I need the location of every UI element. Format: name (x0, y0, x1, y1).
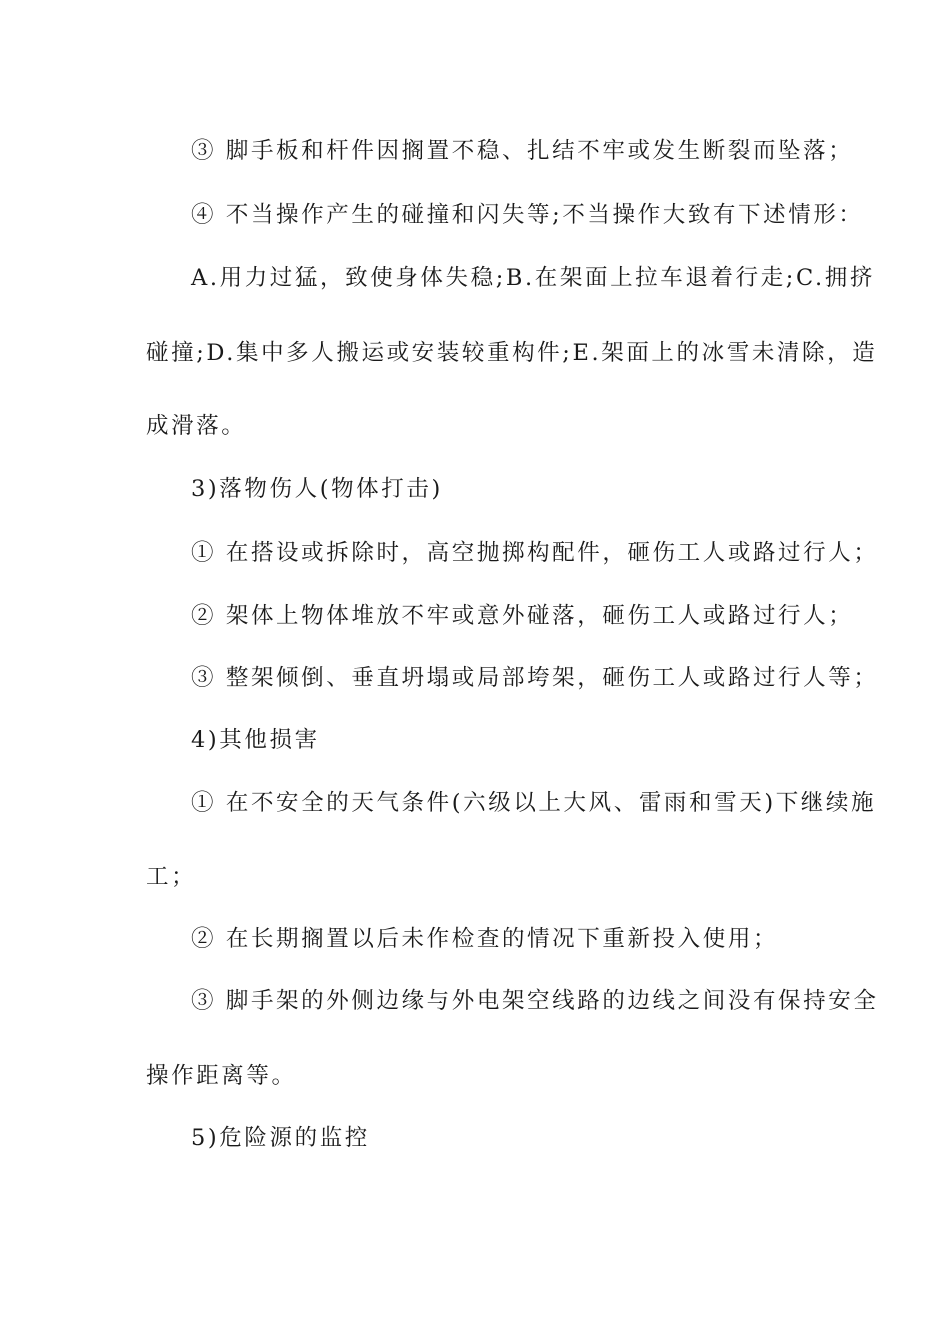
section-heading: 4)其他损害 (191, 727, 320, 753)
paragraph-line: ② 在长期搁置以后未作检查的情况下重新投入使用； (191, 926, 779, 952)
paragraph-line: 碰撞;D.集中多人搬运或安装较重构件;E.架面上的冰雪未清除，造 (146, 340, 878, 366)
paragraph-line: ④ 不当操作产生的碰撞和闪失等;不当操作大致有下述情形： (191, 202, 864, 228)
paragraph-line: ② 架体上物体堆放不牢或意外碰落，砸伤工人或路过行人； (191, 603, 854, 629)
section-heading: 5)危险源的监控 (191, 1125, 370, 1151)
paragraph-line: 成滑落。 (146, 413, 247, 439)
paragraph-line: ③ 脚手架的外侧边缘与外电架空线路的边线之间没有保持安全 (191, 988, 879, 1014)
paragraph-line: ① 在搭设或拆除时，高空抛掷构配件，砸伤工人或路过行人； (191, 540, 879, 566)
paragraph-line: 操作距离等。 (146, 1063, 297, 1089)
paragraph-line: A.用力过猛，致使身体失稳;B.在架面上拉车退着行走;C.拥挤 (191, 265, 875, 291)
section-heading: 3)落物伤人(物体打击) (191, 476, 443, 502)
paragraph-line: 工； (146, 864, 197, 890)
paragraph-line: ③ 整架倾倒、垂直坍塌或局部垮架，砸伤工人或路过行人等； (191, 665, 879, 691)
paragraph-line: ③ 脚手板和杆件因搁置不稳、扎结不牢或发生断裂而坠落； (191, 138, 854, 164)
paragraph-line: ① 在不安全的天气条件(六级以上大风、雷雨和雪天)下继续施 (191, 790, 877, 816)
